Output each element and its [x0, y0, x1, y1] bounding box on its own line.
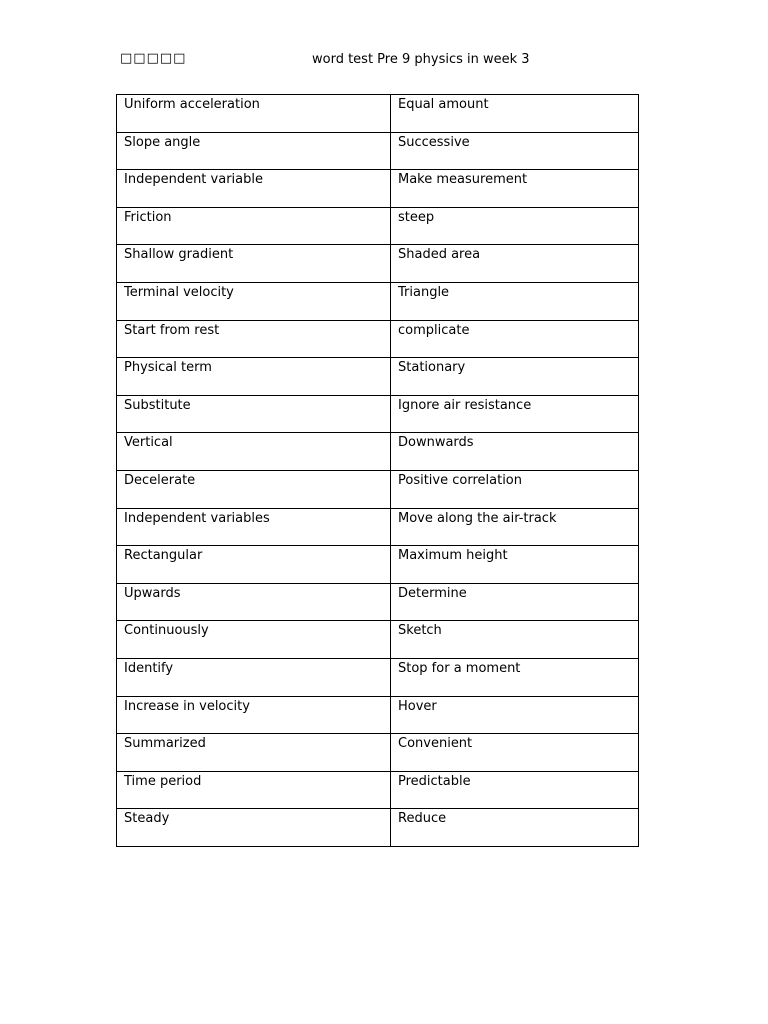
table-row [117, 245, 639, 283]
table-row [117, 132, 639, 170]
table-row [117, 508, 639, 546]
table-cell: Start from rest [117, 320, 391, 358]
table-cell: Convenient [391, 734, 639, 772]
table-row [117, 170, 639, 208]
table-cell: Reduce [391, 809, 639, 847]
table-cell: Time period [117, 771, 391, 809]
table-row [117, 809, 639, 847]
table-cell: Maximum height [391, 546, 639, 584]
table-row [117, 395, 639, 433]
table-cell: Equal amount [391, 95, 639, 133]
table-cell: Shaded area [391, 245, 639, 283]
table-cell: Slope angle [117, 132, 391, 170]
table-row [117, 583, 639, 621]
header-placeholder-glyphs: □□□□□ [120, 51, 187, 66]
table-cell: Continuously [117, 621, 391, 659]
table-row [117, 696, 639, 734]
table-cell: Summarized [117, 734, 391, 772]
page-title: word test Pre 9 physics in week 3 [312, 52, 530, 67]
table-cell: Vertical [117, 433, 391, 471]
table-cell: Rectangular [117, 546, 391, 584]
table-row [117, 433, 639, 471]
table-cell: Independent variable [117, 170, 391, 208]
table-cell: Stationary [391, 358, 639, 396]
table-cell: Terminal velocity [117, 282, 391, 320]
table-row [117, 207, 639, 245]
table-row [117, 546, 639, 584]
table-cell: Positive correlation [391, 470, 639, 508]
table-cell: Successive [391, 132, 639, 170]
table-cell: Upwards [117, 583, 391, 621]
table-cell: Hover [391, 696, 639, 734]
table-cell: Substitute [117, 395, 391, 433]
table-cell: Friction [117, 207, 391, 245]
table-cell: Sketch [391, 621, 639, 659]
table-row [117, 658, 639, 696]
table-cell: Uniform acceleration [117, 95, 391, 133]
table-cell: Decelerate [117, 470, 391, 508]
table-cell: Independent variables [117, 508, 391, 546]
table-cell: Stop for a moment [391, 658, 639, 696]
table-row [117, 282, 639, 320]
table-row [117, 771, 639, 809]
table-cell: Steady [117, 809, 391, 847]
table-cell: Ignore air resistance [391, 395, 639, 433]
table-cell: Identify [117, 658, 391, 696]
table-row [117, 358, 639, 396]
table-row [117, 470, 639, 508]
table-row [117, 734, 639, 772]
table-cell: Increase in velocity [117, 696, 391, 734]
table-cell: Move along the air-track [391, 508, 639, 546]
table-cell: Downwards [391, 433, 639, 471]
table-cell: Predictable [391, 771, 639, 809]
table-cell: Triangle [391, 282, 639, 320]
table-row [117, 95, 639, 133]
table-cell: Make measurement [391, 170, 639, 208]
vocabulary-table-body [117, 95, 639, 847]
table-cell: Physical term [117, 358, 391, 396]
table-row [117, 320, 639, 358]
table-cell: steep [391, 207, 639, 245]
vocabulary-table [116, 94, 639, 847]
table-cell: complicate [391, 320, 639, 358]
table-row [117, 621, 639, 659]
table-cell: Shallow gradient [117, 245, 391, 283]
table-cell: Determine [391, 583, 639, 621]
